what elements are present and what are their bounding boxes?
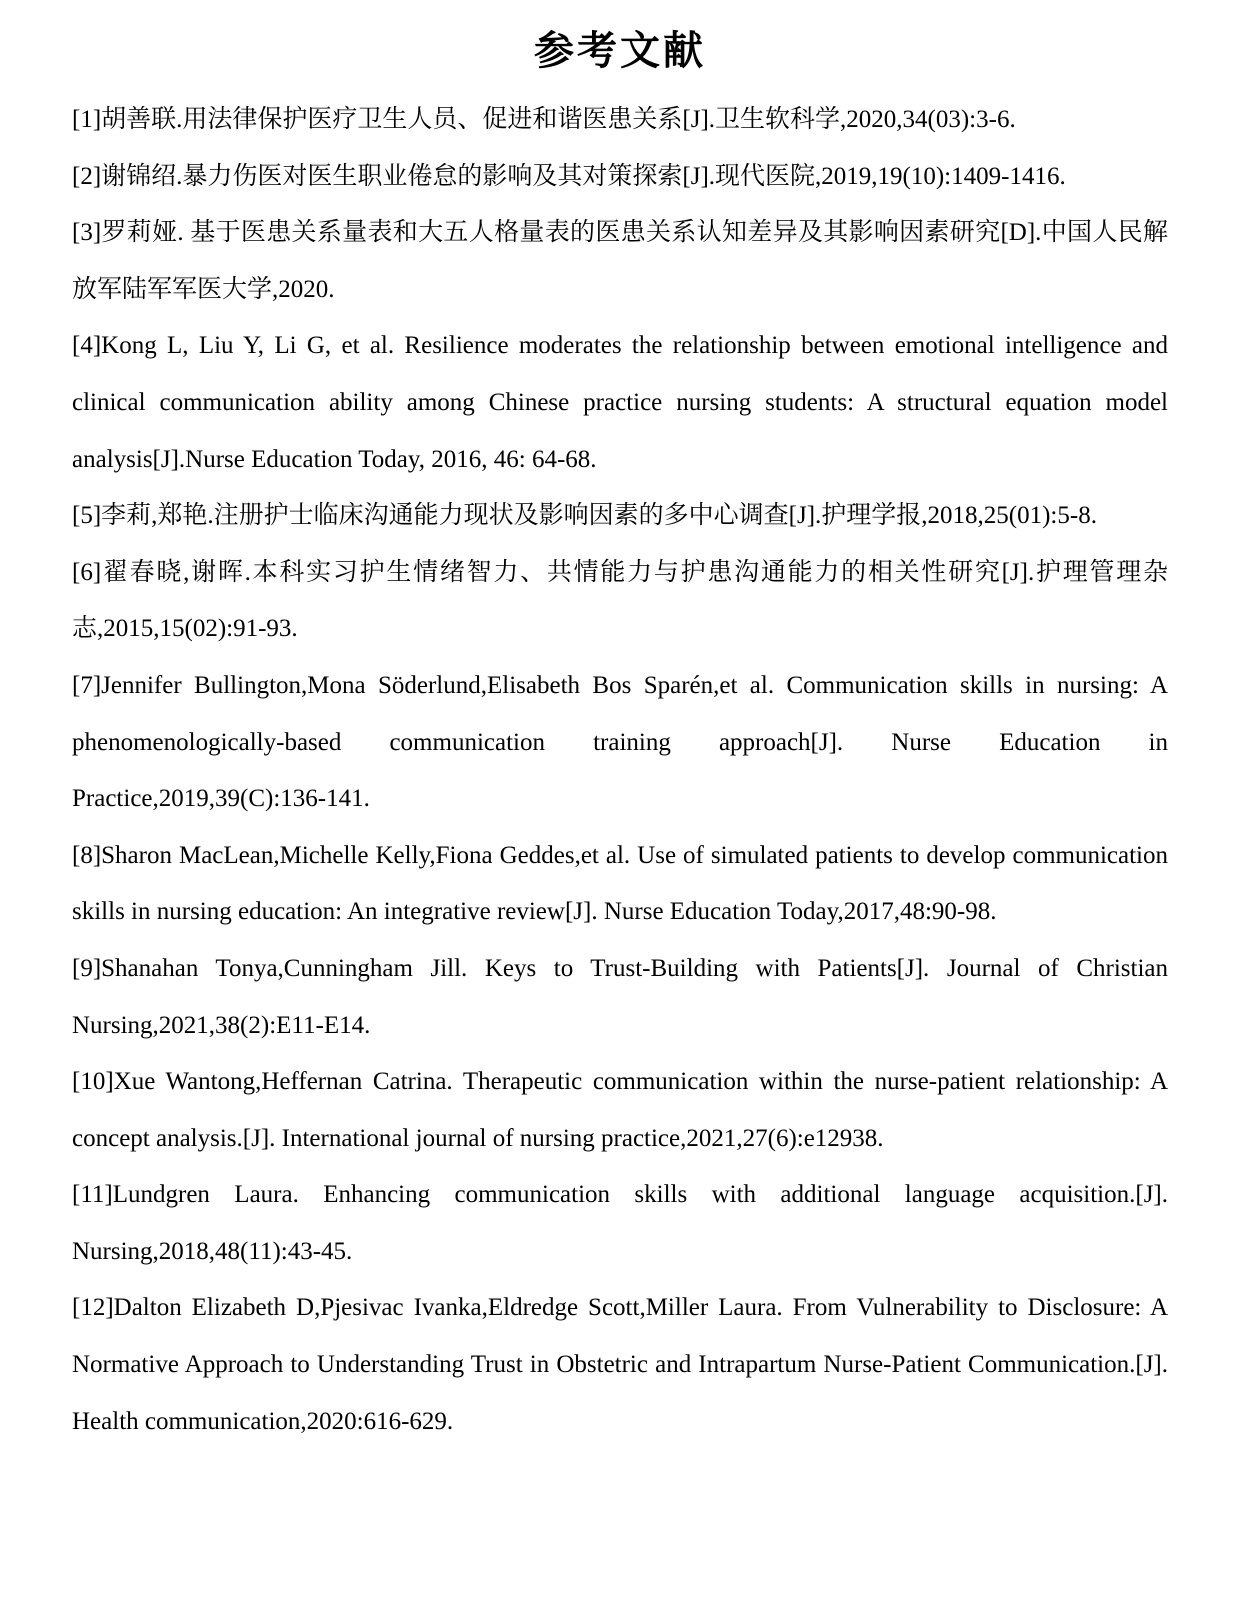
reference-item-3: [3]罗莉娅. 基于医患关系量表和大五人格量表的医患关系认知差异及其影响因素研究[D].中国人民解放军陆军军医大学,2020. [72,219,1168,303]
reference-item-6: [6]翟春晓,谢晖.本科实习护生情绪智力、共情能力与护患沟通能力的相关性研究[J].护理管理杂志,2015,15(02):91-93. [72,558,1168,643]
reference-item-4: [4]Kong L, Liu Y, Li G, et al. Resilience moderates the relationship between emotional intelligence and clinical communication ability among Chinese practice nursing students: A structural equation model analysis[J].Nurse Education Today, 2016, 46: 64-68. [72,332,1168,473]
reference-item-7: [7]Jennifer Bullington,Mona Söderlund,Elisabeth Bos Sparén,et al. Communication skills in nursing: A phenomenologically-based communication training approach[J]. Nurse Education in Practice,2019,39(C):136-141. [72,671,1168,813]
reference-item-12: [12]Dalton Elizabeth D,Pjesivac Ivanka,Eldredge Scott,Miller Laura. From Vulnerability to Disclosure: A Normative Approach to Understanding Trust in Obstetric and Intrapartum Nurse-Patient Communication.[J]. Health communication,2020:616-629. [72,1294,1168,1435]
reference-item-9: [9]Shanahan Tonya,Cunningham Jill. Keys to Trust-Building with Patients[J]. Journal of Christian Nursing,2021,38(2):E11-E14. [72,954,1168,1039]
reference-item-11: [11]Lundgren Laura. Enhancing communication skills with additional language acquisition.[J]. Nursing,2018,48(11):43-45. [72,1181,1168,1265]
reference-item-10: [10]Xue Wantong,Heffernan Catrina. Therapeutic communication within the nurse-patient relationship: A concept analysis.[J]. International journal of nursing practice,2021,27(6):e12938. [72,1068,1168,1152]
page-title: 参考文献 [534,28,706,74]
reference-item-5: [5]李莉,郑艳.注册护士临床沟通能力现状及影响因素的多中心调查[J].护理学报,2018,25(01):5-8. [72,502,1097,530]
reference-list [72,92,1168,1450]
reference-item-8: [8]Sharon MacLean,Michelle Kelly,Fiona Geddes,et al. Use of simulated patients to develop communication skills in nursing education: An integrative review[J]. Nurse Education Today,2017,48:90-98. [72,841,1168,926]
reference-item-2: [2]谢锦绍.暴力伤医对医生职业倦怠的影响及其对策探索[J].现代医院,2019,19(10):1409-1416. [72,162,1066,190]
reference-item-1: [1]胡善联.用法律保护医疗卫生人员、促进和谐医患关系[J].卫生软科学,2020,34(03):3-6. [72,106,1016,133]
